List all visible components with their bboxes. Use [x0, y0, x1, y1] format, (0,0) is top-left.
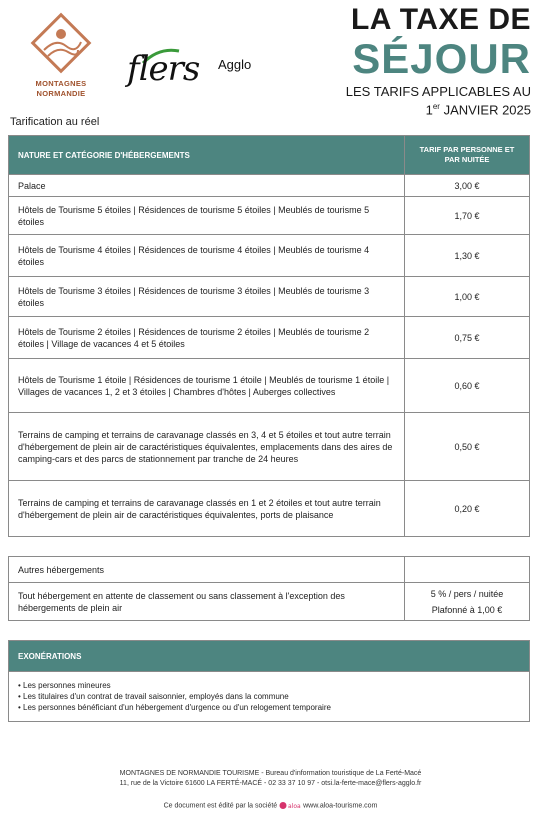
agglo-logo-text: Agglo — [218, 57, 252, 72]
table-row — [9, 583, 530, 621]
other-price-line1: 5 % / pers / nuitée — [430, 588, 504, 599]
table-row — [9, 481, 530, 537]
footer-line2: 11, rue de la Victoire 61600 LA FERTÉ-MACÉ - 02 33 37 10 97 - otsi.la-ferte-mace@flers-agglo.fr — [119, 780, 422, 787]
tariff-table — [8, 135, 530, 537]
exonerations-list-cell — [9, 672, 530, 722]
exonerations-header — [9, 641, 530, 672]
footer-line3 — [0, 801, 541, 810]
table-row — [9, 175, 530, 197]
header-nature: NATURE ET CATÉGORIE D'HÉBERGEMENTS — [9, 136, 405, 175]
row-price: 0,75 € — [405, 317, 530, 359]
other-title: Autres hébergements — [9, 557, 405, 583]
row-price: 0,20 € — [405, 481, 530, 537]
table-row — [9, 413, 530, 481]
table-row — [9, 235, 530, 277]
mn-logo-line1: MONTAGNES — [35, 79, 87, 88]
row-label: Hôtels de Tourisme 3 étoiles | Résidences de tourisme 3 étoiles | Meublés de tourisme 3 étoiles — [9, 277, 405, 317]
tarification-label: Tarification au réel — [10, 116, 100, 128]
mn-logo-line2: NORMANDIE — [36, 89, 86, 98]
table-row — [9, 197, 530, 235]
row-price: 1,00 € — [405, 277, 530, 317]
footer-line1: MONTAGNES DE NORMANDIE TOURISME - Bureau d'information touristique de La Ferté-Macé — [119, 770, 422, 777]
footer-url-link[interactable]: www.aloa-tourisme.com — [303, 802, 378, 810]
row-label: Terrains de camping et terrains de caravanage classés en 1 et 2 étoiles et tout autre terrain d'hébergement de plein air de caractéristiques équivalentes, ports de plaisance — [9, 481, 405, 537]
exonerations-table — [8, 640, 530, 722]
row-price: 0,60 € — [405, 359, 530, 413]
table-row — [9, 359, 530, 413]
other-empty-cell — [405, 557, 530, 583]
flers-logo-text: flers — [127, 49, 200, 89]
row-label: Hôtels de Tourisme 5 étoiles | Résidences de tourisme 5 étoiles | Meublés de tourisme 5 étoiles — [9, 197, 405, 235]
exonerations-list — [18, 680, 520, 713]
table-row — [9, 317, 530, 359]
row-label: Hôtels de Tourisme 4 étoiles | Résidences de tourisme 4 étoiles | Meublés de tourisme 4 étoiles — [9, 235, 405, 277]
subtitle-line2 — [346, 99, 531, 117]
row-price: 1,70 € — [405, 197, 530, 235]
row-label: Hôtels de Tourisme 2 étoiles | Résidences de tourisme 2 étoiles | Meublés de tourisme 2 étoiles | Village de vacances 4 et 5 étoiles — [9, 317, 405, 359]
aloa-logo-icon — [279, 801, 301, 810]
table-row — [9, 277, 530, 317]
mn-logo-emblem — [26, 8, 96, 78]
table-row — [9, 672, 530, 722]
row-price: 1,30 € — [405, 235, 530, 277]
other-price-line2: Plafonné à 1,00 € — [431, 604, 503, 615]
montagnes-normandie-logo — [18, 8, 104, 98]
flers-agglo-logo — [123, 45, 273, 95]
row-label: Terrains de camping et terrains de caravanage classés en 3, 4 et 5 étoiles et tout autre terrain d'hébergement de plein air de caractéristiques équivalentes, emplacements dans des aires de camping-cars et des parcs de stationnement par tranche de 24 heures — [9, 413, 405, 481]
footer-prefix: Ce document est édité par la société — [163, 802, 278, 810]
title-block — [346, 4, 531, 117]
list-item: • Les personnes bénéficiant d'un hébergement d'urgence ou d'un relogement temporaire — [18, 702, 520, 713]
row-label: Hôtels de Tourisme 1 étoile | Résidences de tourisme 1 étoile | Meublés de tourisme 1 étoile | Villages de vacances 1, 2 et 3 étoiles | Chambres d'hôtes | Auberges collectives — [9, 359, 405, 413]
list-item: • Les titulaires d'un contrat de travail saisonnier, employés dans la commune — [18, 691, 520, 702]
aloa-logo-text: aloa — [288, 803, 301, 810]
exonerations-title: EXONÉRATIONS — [9, 641, 530, 672]
other-accommodation-table — [8, 556, 530, 621]
subtitle-date: JANVIER 2025 — [439, 102, 531, 118]
row-price: 3,00 € — [405, 175, 530, 197]
table-row — [9, 557, 530, 583]
header-tarif: TARIF PAR PERSONNE ET PAR NUITÉE — [405, 136, 530, 175]
row-label: Palace — [9, 175, 405, 197]
title-line1: LA TAXE DE — [350, 3, 531, 36]
subtitle-sup: er — [432, 102, 440, 111]
other-label: Tout hébergement en attente de classement ou sans classement à l'exception des hébergements de plein air — [9, 583, 405, 621]
subtitle-day: 1 — [425, 102, 433, 118]
tariff-table-header — [9, 136, 530, 175]
list-item: • Les personnes mineures — [18, 680, 520, 691]
title-line2: SÉJOUR — [352, 35, 531, 82]
other-price — [405, 583, 530, 621]
row-price: 0,50 € — [405, 413, 530, 481]
subtitle-line1: LES TARIFS APPLICABLES AU — [345, 84, 531, 99]
